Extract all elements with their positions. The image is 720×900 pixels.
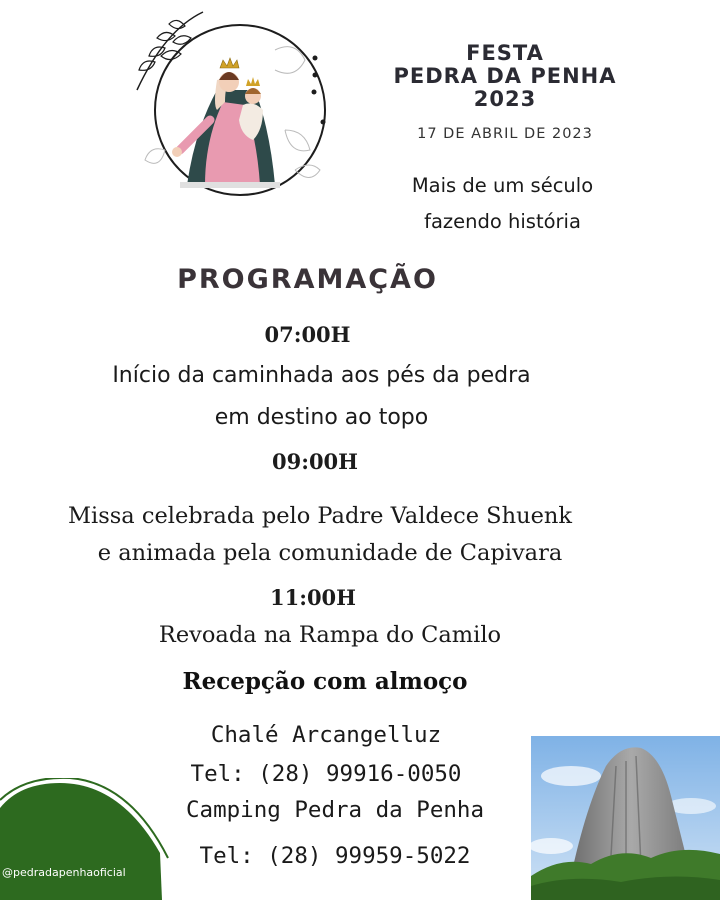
tagline <box>375 168 630 240</box>
program-time-2: 09:00H <box>271 449 359 474</box>
program-event-2-line2: e animada pela comunidade de Capivara <box>97 540 563 566</box>
contact-place-2: Camping Pedra da Penha <box>185 797 484 823</box>
festa-title-line2: PEDRA DA PENHA <box>393 64 617 88</box>
program-heading: PROGRAMAÇÃO <box>177 264 438 295</box>
festa-title-line1: FESTA <box>466 41 544 65</box>
green-corner-shape <box>0 778 170 900</box>
contact-phone-1: Tel: (28) 99916-0050 <box>190 761 462 787</box>
program-time-1: 07:00H <box>264 322 351 347</box>
festa-title-line3: 2023 <box>473 87 537 111</box>
social-handle: @pedradapenhaoficial <box>2 866 126 879</box>
program-event-3-line1: Revoada na Rampa do Camilo <box>158 622 502 648</box>
virgin-mary-icon <box>125 10 355 210</box>
program-time-3: 11:00H <box>269 585 357 610</box>
reception-text: Recepção com almoço <box>182 668 468 695</box>
festa-title <box>380 42 630 111</box>
rock-mountain-icon <box>531 736 720 900</box>
event-date: 17 DE ABRIL DE 2023 <box>417 126 593 142</box>
program-event-1-line1: Início da caminhada aos pés da pedra <box>112 363 531 388</box>
contact-phone-2: Tel: (28) 99959-5022 <box>199 843 471 869</box>
tagline-line2: fazendo história <box>424 210 581 233</box>
contact-place-1: Chalé Arcangelluz <box>210 722 442 748</box>
program-event-1-line2: em destino ao topo <box>214 405 429 430</box>
tagline-line1: Mais de um século <box>411 174 594 197</box>
program-event-2-line1: Missa celebrada pelo Padre Valdece Shuenk <box>67 503 573 529</box>
